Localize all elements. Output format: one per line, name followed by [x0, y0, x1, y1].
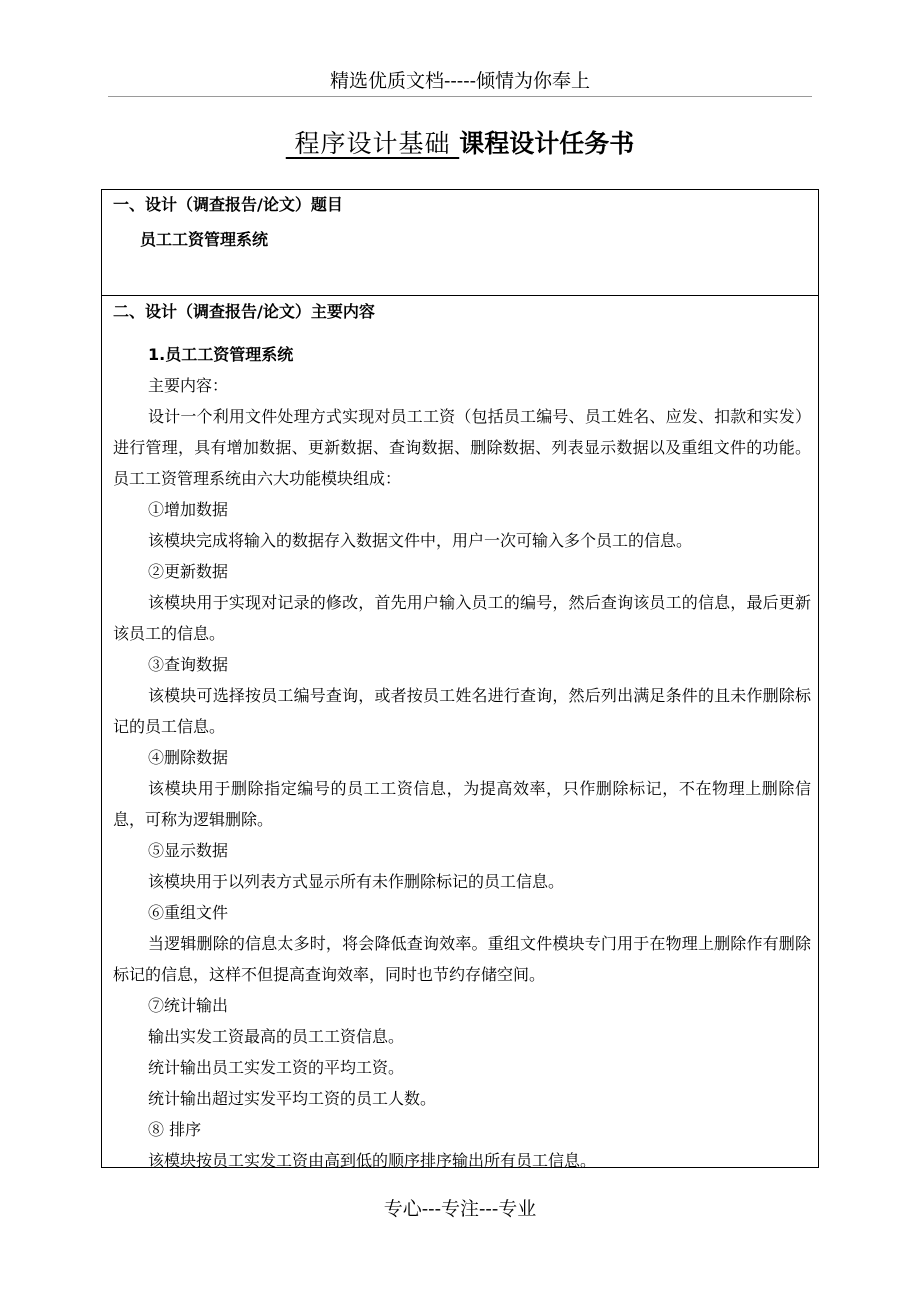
module-heading: ①增加数据 — [148, 500, 229, 519]
section-topic — [102, 190, 818, 296]
module-heading: ③查询数据 — [148, 655, 229, 674]
content-paragraph: 当逻辑删除的信息太多时，将会降低查询效率。重组文件模块专门用于在物理上删除作有删除标记的信息，这样不但提高查询效率，同时也节约存储空间。 — [113, 934, 811, 984]
task-table — [101, 189, 819, 1168]
page-footer: 专心---专注---专业 — [383, 1198, 537, 1220]
page-header: 精选优质文档-----倾情为你奉上 — [108, 66, 812, 97]
content-paragraph: 该模块完成将输入的数据存入数据文件中，用户一次可输入多个员工的信息。 — [148, 531, 693, 550]
section-content — [102, 296, 818, 1170]
content-paragraph: 统计输出员工实发工资的平均工资。 — [148, 1058, 405, 1077]
content-paragraph: 该模块用于以列表方式显示所有未作删除标记的员工信息。 — [148, 872, 565, 891]
module-heading: ⑦统计输出 — [148, 996, 229, 1015]
content-paragraph: 该模块用于删除指定编号的员工工资信息，为提高效率，只作删除标记，不在物理上删除信息，可称为逻辑删除。 — [113, 779, 811, 829]
content-paragraph: 主要内容： — [148, 376, 229, 395]
content-paragraph: 1.员工工资管理系统 — [148, 345, 294, 364]
module-heading: ④删除数据 — [148, 748, 229, 767]
section-topic-heading: 一、设计（调查报告/论文）题目 — [113, 195, 343, 214]
module-heading: ⑧ 排序 — [148, 1120, 202, 1139]
document-title — [0, 124, 920, 164]
title-rest: 课程设计任务书 — [459, 129, 635, 158]
content-paragraph: 该模块按员工实发工资由高到低的顺序排序输出所有员工信息。 — [148, 1151, 597, 1170]
topic-text: 员工工资管理系统 — [140, 230, 269, 249]
content-paragraph: 设计一个利用文件处理方式实现对员工工资（包括员工编号、员工姓名、应发、扣款和实发）进行管理，具有增加数据、更新数据、查询数据、删除数据、列表显示数据以及重组文件的功能。员工工资管理系统由六大功能模块组成： — [113, 407, 811, 488]
module-heading: ⑥重组文件 — [148, 903, 229, 922]
section-content-heading: 二、设计（调查报告/论文）主要内容 — [113, 302, 375, 321]
module-heading: ②更新数据 — [148, 562, 229, 581]
content-body — [113, 339, 811, 1176]
content-paragraph: 该模块用于实现对记录的修改，首先用户输入员工的编号，然后查询该员工的信息，最后更新该员工的信息。 — [113, 593, 811, 643]
course-name: 程序设计基础 — [294, 129, 451, 158]
module-heading: ⑤显示数据 — [148, 841, 229, 860]
content-paragraph: 该模块可选择按员工编号查询，或者按员工姓名进行查询，然后列出满足条件的且未作删除标记的员工信息。 — [113, 686, 811, 736]
content-paragraph: 统计输出超过实发平均工资的员工人数。 — [148, 1089, 437, 1108]
content-paragraph: 输出实发工资最高的员工工资信息。 — [148, 1027, 405, 1046]
